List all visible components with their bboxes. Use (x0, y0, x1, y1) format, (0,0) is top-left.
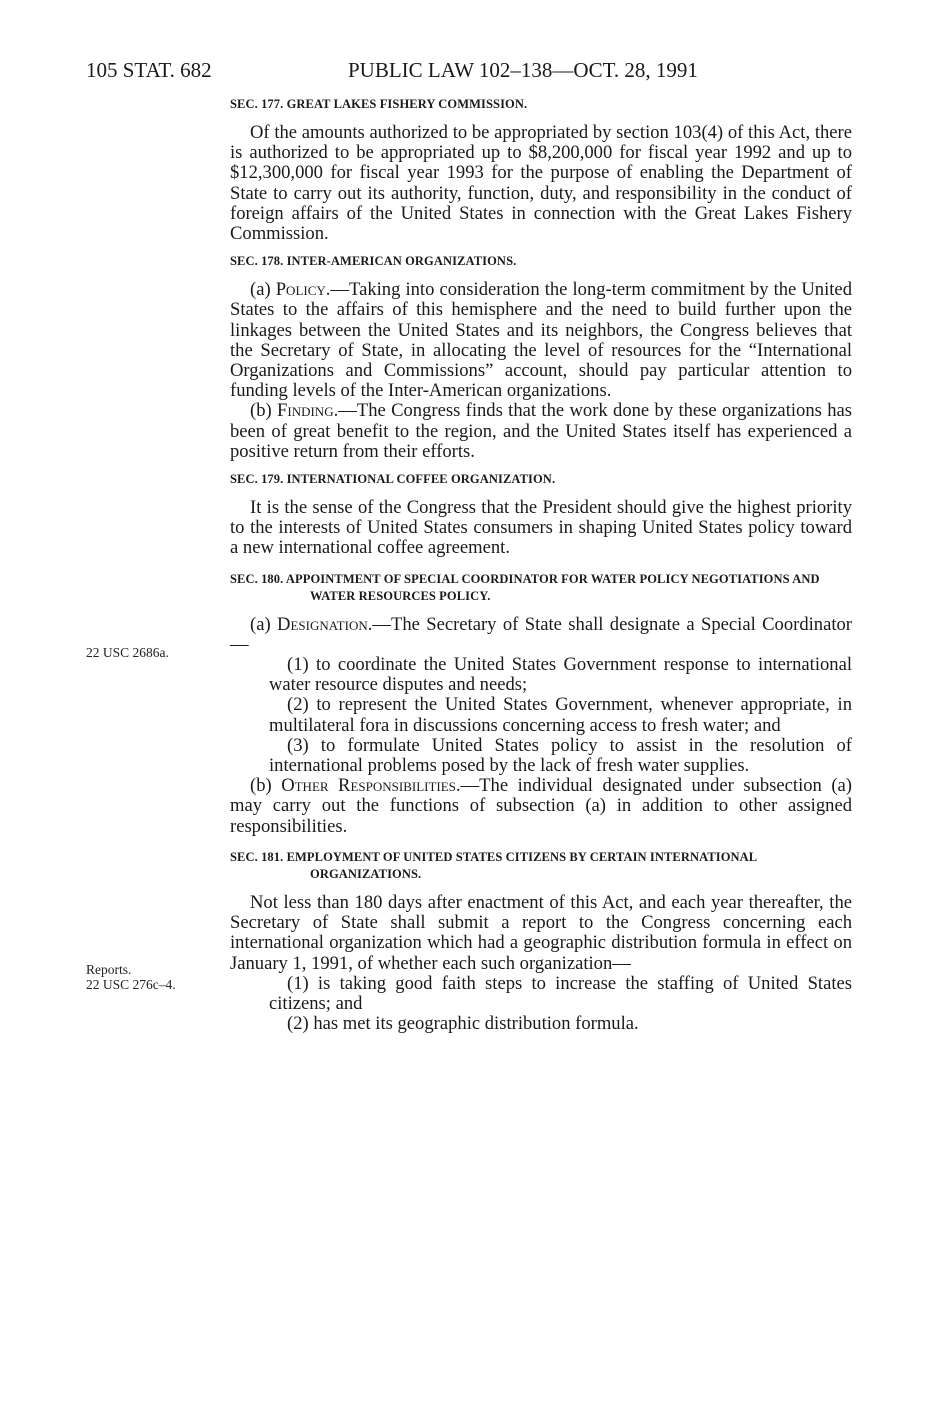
margin-note-sec-181: 22 USC 276c–4. (86, 977, 176, 992)
subsection-label: (b) (250, 400, 278, 422)
section-181-item-2: (2) has met its geographic distribution formula. (287, 1013, 639, 1035)
section-178-subsection-a (230, 280, 852, 401)
section-180-item-3: (3) to formulate United States policy to assist in the resolution of international problems posed by the lack of fresh water supplies. (269, 734, 852, 777)
section-181-heading: SEC. 181. EMPLOYMENT OF UNITED STATES CITIZENS BY CERTAIN INTERNATIONAL ORGANIZATIONS. (230, 849, 757, 881)
subsection-text: .—The Secretary of State shall designate a Special Coordinator— (230, 613, 852, 655)
subsection-caption: Other Responsibilities (281, 775, 456, 797)
section-180-subsection-b (230, 776, 852, 837)
subsection-text: .—The Congress finds that the work done by these organizations has been of great benefit to the region, and the United States itself has experienced a positive return from their efforts. (230, 400, 852, 462)
subsection-label: (a) (250, 279, 276, 301)
section-181-text: Not less than 180 days after enactment of this Act, and each year thereafter, the Secretary of State shall submit a report to the Congress concerning each international organization which had a geographic distribution formula in effect on January 1, 1991, of whether each such organization— (230, 891, 852, 974)
section-180-item-1: (1) to coordinate the United States Government response to international water resource disputes and needs; (269, 654, 852, 696)
subsection-caption: Policy (275, 279, 326, 301)
section-178-heading: SEC. 178. INTER-AMERICAN ORGANIZATIONS. (230, 254, 517, 269)
page-folio: 105 STAT. 682 (86, 58, 212, 82)
law-title: PUBLIC LAW 102–138—OCT. 28, 1991 (348, 58, 698, 82)
section-179-text: It is the sense of the Congress that the President should give the highest priority to the interests of United States consumers in shaping United States policy toward a new international coffee agreement. (230, 497, 852, 559)
margin-note-reports: Reports. (86, 962, 132, 977)
section-180-subsection-a (230, 615, 852, 655)
section-178-subsection-b (230, 401, 852, 462)
section-181-item-1: (1) is taking good faith steps to increase the staffing of United States citizens; and (269, 972, 852, 1014)
section-179-heading: SEC. 179. INTERNATIONAL COFFEE ORGANIZATION. (230, 472, 556, 487)
subsection-label: (b) (250, 775, 282, 797)
subsection-text: .—Taking into consideration the long-term commitment by the United States to the affairs of this hemisphere and the need to build further upon the linkages between the United States and its neighbors, the Congress believes that the Secretary of State, in allocating the level of resources for the “International Organizations and Commissions” account, should pay particular attention to funding levels of the Inter-American organizations. (230, 279, 852, 402)
subsection-label: (a) (250, 613, 278, 635)
subsection-caption: Finding (277, 400, 334, 422)
margin-note-sec-180: 22 USC 2686a. (86, 645, 169, 660)
section-180-item-2: (2) to represent the United States Government, whenever appropriate, in multilateral fora in discussions concerning access to fresh water; and (269, 694, 852, 736)
running-head (86, 58, 846, 88)
section-177-heading: SEC. 177. GREAT LAKES FISHERY COMMISSION. (230, 97, 528, 111)
body-text (230, 96, 852, 1034)
section-180-heading: SEC. 180. APPOINTMENT OF SPECIAL COORDINATOR FOR WATER POLICY NEGOTIATIONS AND WATER RESOURCES POLICY. (230, 571, 820, 603)
section-177-text: Of the amounts authorized to be appropriated by section 103(4) of this Act, there is authorized to be appropriated up to $8,200,000 for fiscal year 1992 and up to $12,300,000 for fiscal year 1993 for the purpose of enabling the Department of State to carry out its authority, function, duty, and responsibility in the conduct of foreign affairs of the United States in connection with the Great Lakes Fishery Commission. (230, 122, 852, 245)
subsection-caption: Designation (277, 613, 368, 635)
subsection-text: .—The individual designated under subsection (a) may carry out the functions of subsection (a) in addition to other assigned responsibilities. (230, 775, 852, 837)
